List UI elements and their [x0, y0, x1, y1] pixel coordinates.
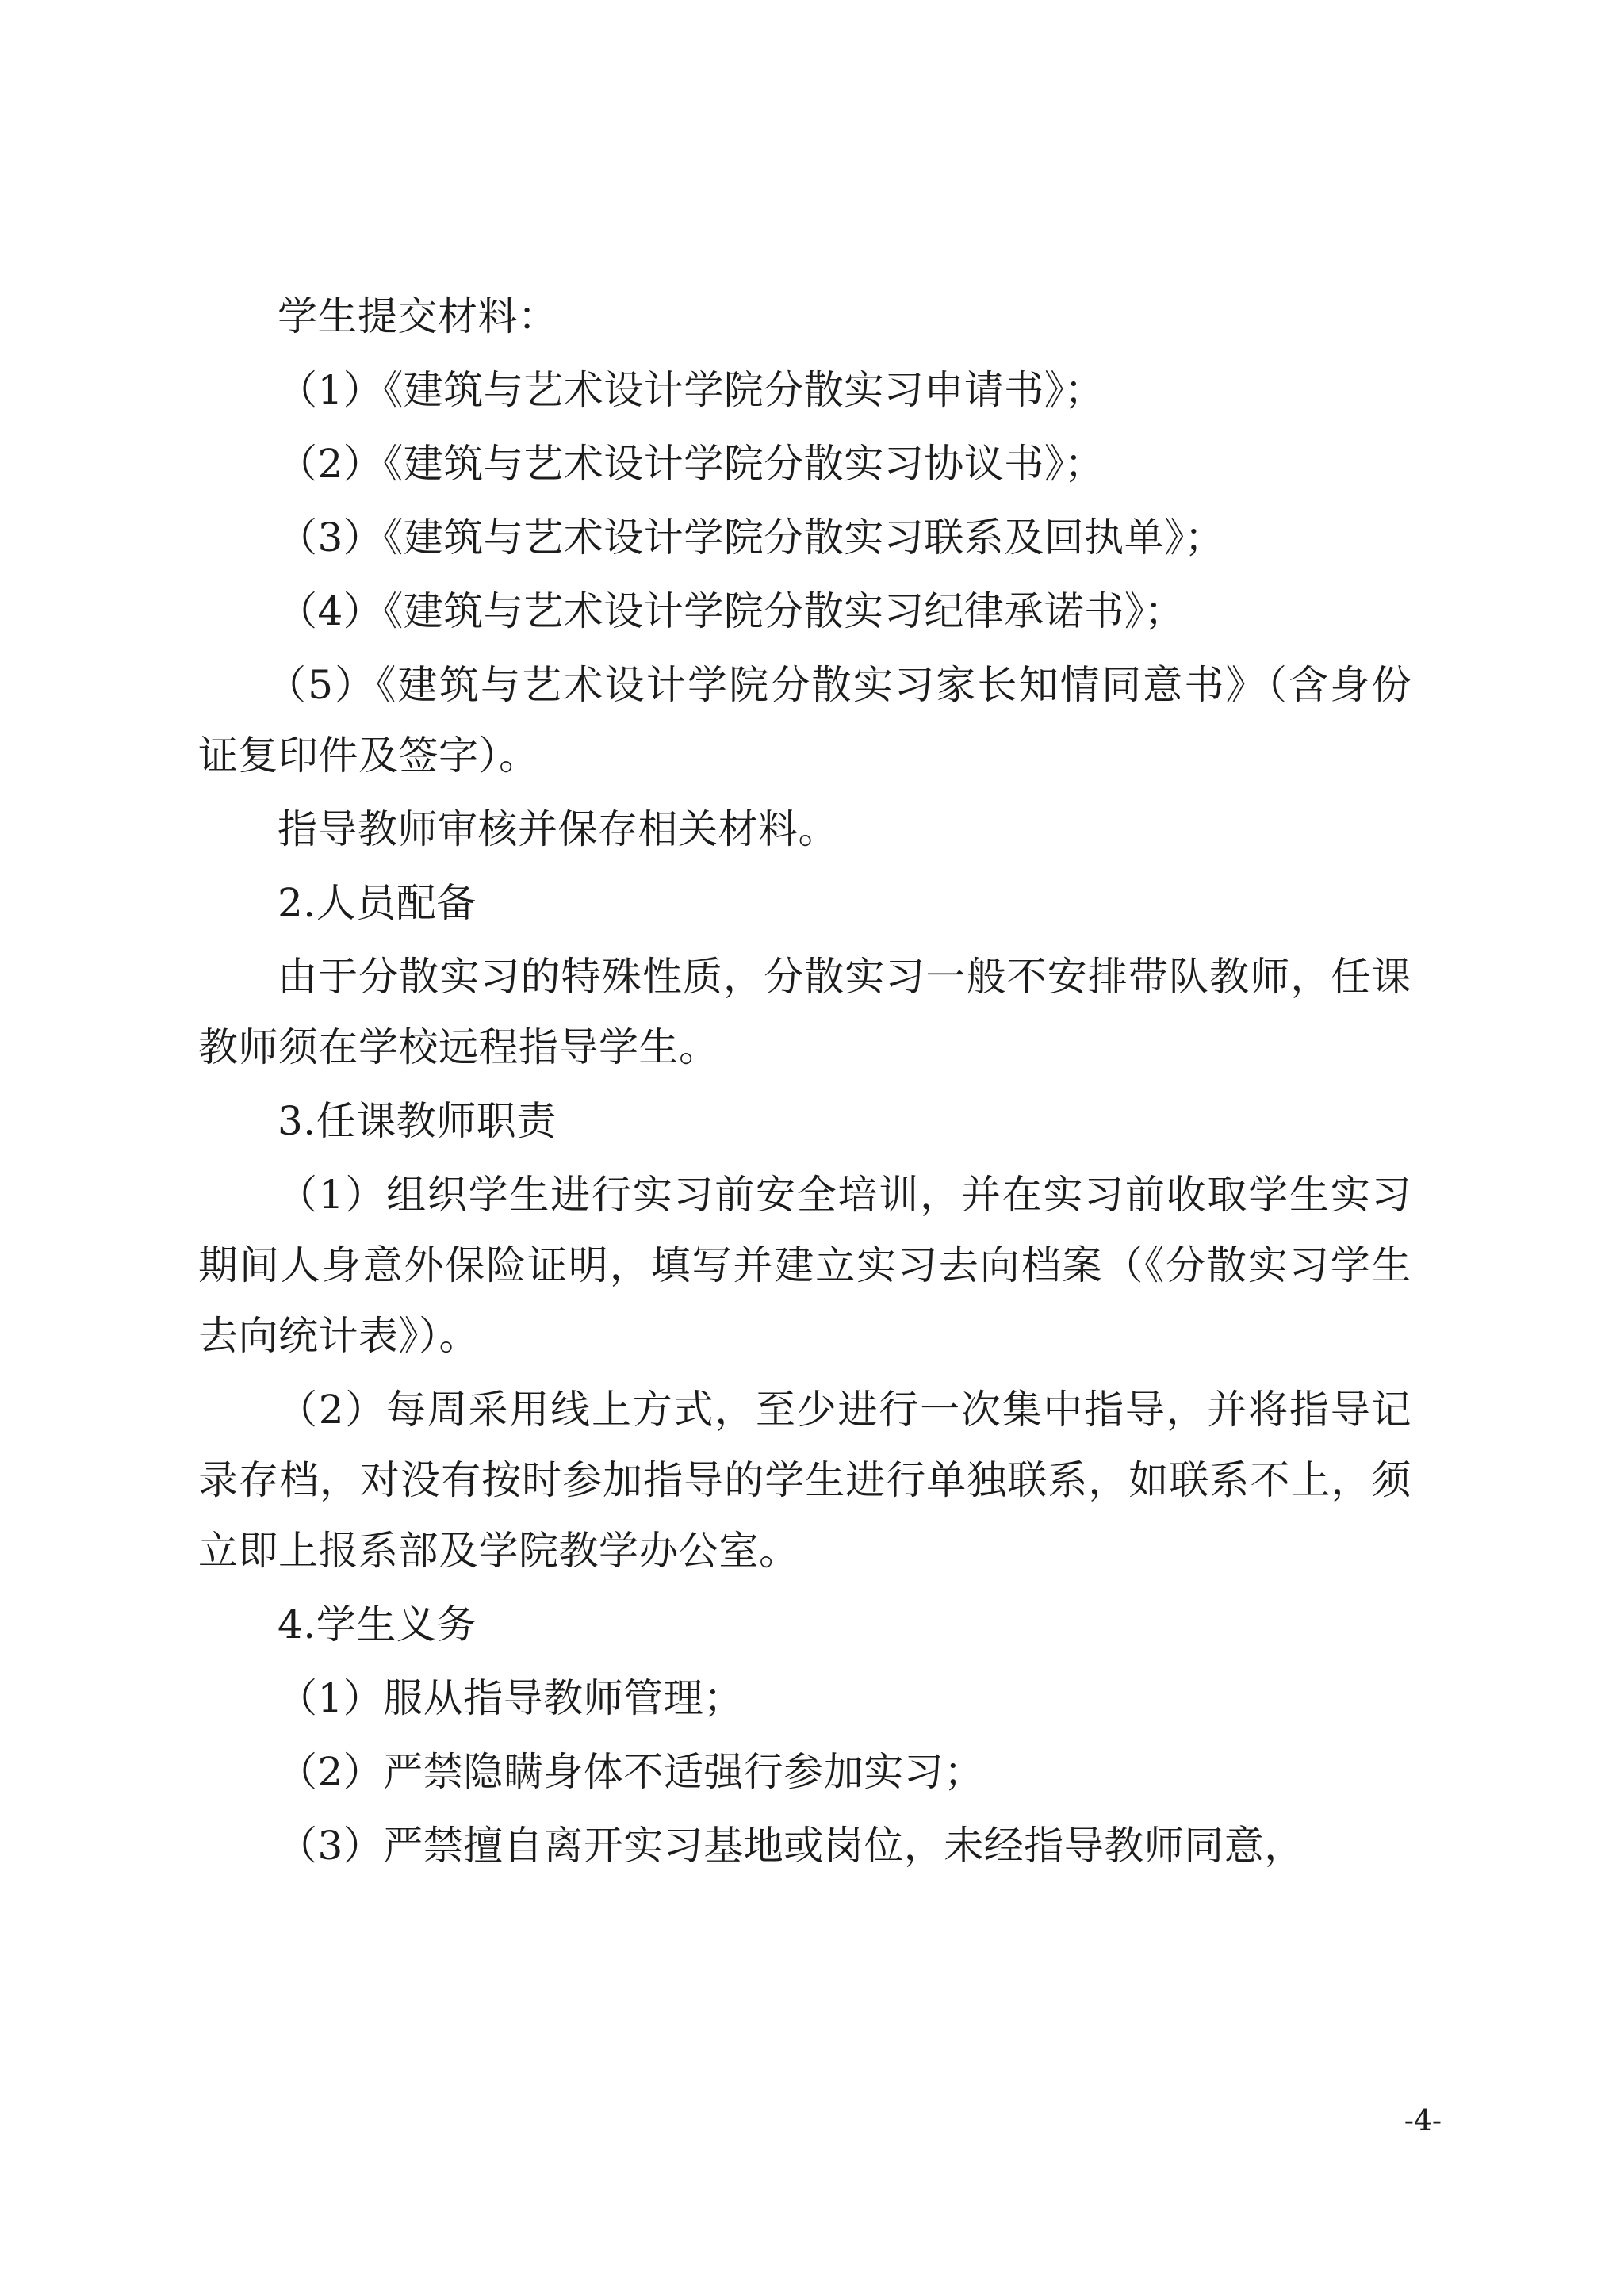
- paragraph-material-4: （4）《建筑与艺术设计学院分散实习纪律承诺书》；: [278, 588, 1185, 634]
- heading-student-obligations: 4.学生义务: [278, 1601, 477, 1647]
- paragraph-obligation-3: （3）严禁擅自离开实习基地或岗位，未经指导教师同意，: [278, 1823, 1304, 1869]
- page-number: -4-: [1404, 2105, 1442, 2137]
- heading-staffing: 2.人员配备: [278, 880, 477, 926]
- paragraph-teacher-review: 指导教师审核并保存相关材料。: [278, 806, 838, 852]
- paragraph-material-1: （1）《建筑与艺术设计学院分散实习申请书》；: [278, 367, 1105, 413]
- paragraph-staffing-body: 由于分散实习的特殊性质，分散实习一般不安排带队教师，任课教师须在学校远程指导学生。: [198, 954, 1411, 1070]
- heading-teacher-duties: 3.任课教师职责: [278, 1098, 557, 1144]
- paragraph-material-5: （5）《建筑与艺术设计学院分散实习家长知情同意书》（含身份证复印件及签字）。: [198, 662, 1411, 779]
- paragraph-intro: 学生提交材料：: [278, 293, 558, 339]
- paragraph-duty-1: （1）组织学生进行实习前安全培训，并在实习前收取学生实习期间人身意外保险证明，填写并建立实习去向档案（《分散实习学生去向统计表》）。: [198, 1172, 1411, 1359]
- paragraph-material-3: （3）《建筑与艺术设计学院分散实习联系及回执单》；: [278, 515, 1225, 561]
- paragraph-duty-2: （2）每周采用线上方式，至少进行一次集中指导，并将指导记录存档，对没有按时参加指导的学生进行单独联系，如联系不上，须立即上报系部及学院教学办公室。: [198, 1387, 1411, 1574]
- paragraph-obligation-1: （1）服从指导教师管理；: [278, 1675, 744, 1721]
- paragraph-material-2: （2）《建筑与艺术设计学院分散实习协议书》；: [278, 441, 1105, 487]
- document-body: [198, 281, 1411, 1885]
- paragraph-obligation-2: （2）严禁隐瞒身体不适强行参加实习；: [278, 1749, 984, 1795]
